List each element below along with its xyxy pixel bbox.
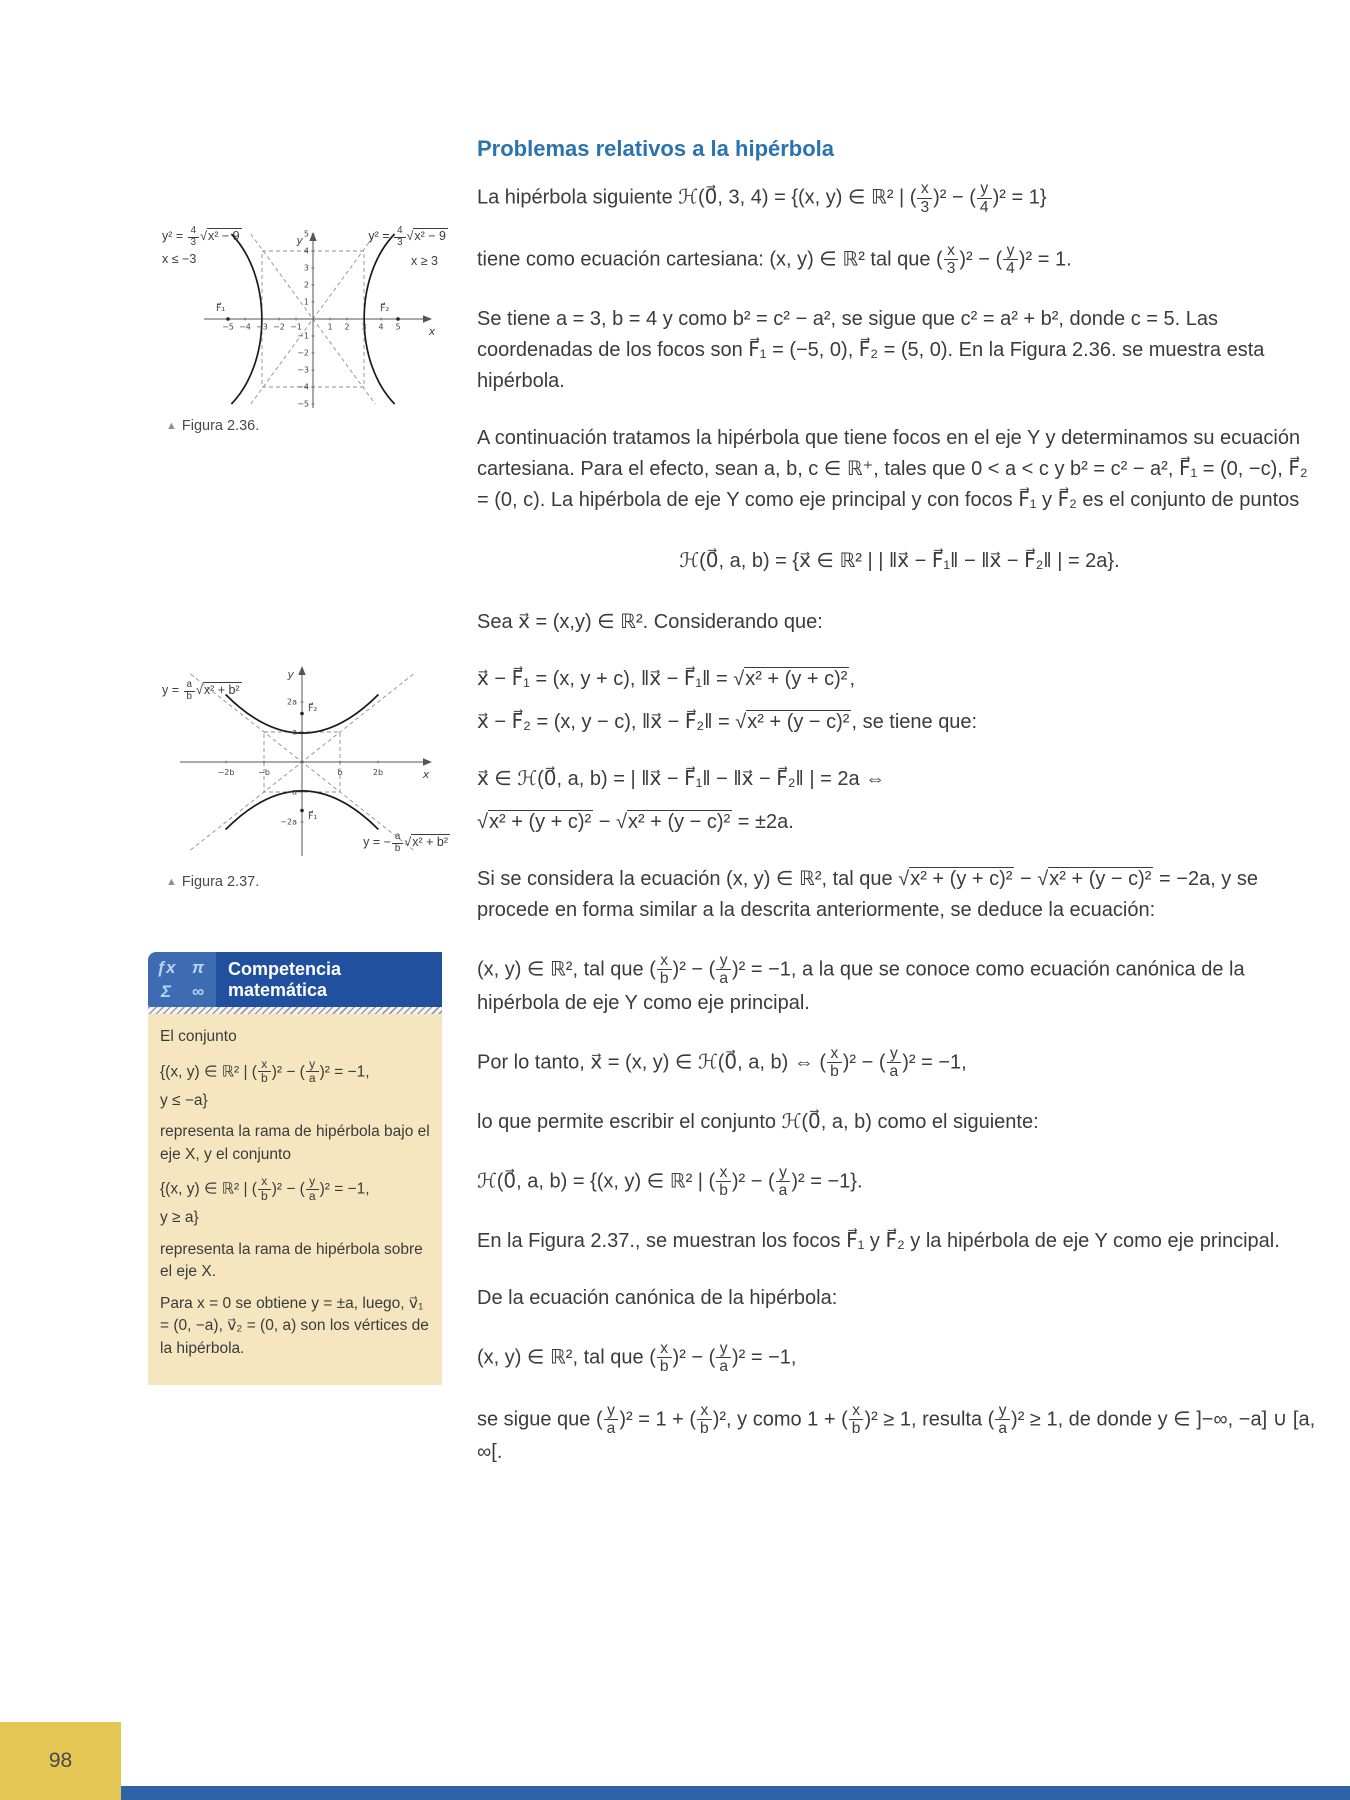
figure-2-36 [158, 224, 448, 422]
branch-equation-right: y² = $\frac{4}{3}$ √x² − 9 [368, 225, 446, 248]
paragraph-p7: (x, y) ∈ ℝ², tal que ( $\frac{x}{b}$ )² − ( $\frac{y}{a}$ )² = −1, a la que se conoce como ecuación canónica de la hipérbola de eje Y como eje principal. [477, 951, 1245, 1014]
tick-label: 4 [378, 322, 384, 332]
bottom-accent-bar [121, 1786, 1350, 1800]
focus-1-point [226, 317, 230, 321]
tick-label: −b [258, 768, 270, 777]
x-axis-label: x [428, 325, 436, 338]
figure-2-37-caption [166, 874, 259, 890]
tick-label: −2 [273, 322, 285, 332]
fx-glyph: ƒx [156, 957, 176, 977]
sigma-glyph: Σ [160, 981, 172, 1001]
tick-label: 4 [303, 246, 309, 256]
y-axis [298, 666, 305, 856]
figure-2-36-graph [158, 224, 448, 422]
competencia-title [216, 952, 442, 1007]
branch-equation-bottom: y = − $\frac{a}{b}$ √x² + b² [363, 831, 448, 854]
main-column [477, 132, 1322, 1494]
caption-text: Figura 2.37. [181, 874, 260, 890]
competencia-header [148, 952, 442, 1007]
section-title: Problemas relativos a la hipérbola [477, 136, 835, 161]
tick-label: −3 [297, 365, 309, 375]
paragraph-p9: lo que permite escribir el conjunto ℋ(0⃗, a, b) como el siguiente: [477, 1110, 1039, 1133]
y-axis-label: y [287, 668, 294, 681]
formula-line-f3: x⃗ ∈ ℋ(0⃗, a, b) = | ‖x⃗ − F⃗₁‖ − ‖x⃗ − F⃗₂‖ | = 2a ⇔ [477, 767, 886, 790]
tick-label: 3 [303, 263, 309, 273]
tick-label: −5 [297, 399, 309, 409]
tick-label: −5 [222, 322, 234, 332]
caption-text: Figura 2.36. [181, 418, 260, 434]
x-tick-labels [222, 323, 400, 332]
paragraph-p11: De la ecuación canónica de la hipérbola: [477, 1286, 838, 1309]
paragraph-p6: Si se considera la ecuación (x, y) ∈ ℝ², tal que √x² + (y + c)² − √x² + (y − c)² = −2a, y se procede en forma similar a la descrita anteriormente, se deduce la ecuación: [477, 867, 1258, 921]
focus-1-label: F⃗₁ [308, 811, 318, 822]
tick-label: 5 [303, 229, 309, 239]
hatch-strip [148, 1007, 442, 1014]
paragraph-p12: (x, y) ∈ ℝ², tal que ( $\frac{x}{b}$ )² − ( $\frac{y}{a}$ )² = −1, [477, 1339, 797, 1376]
paragraph-p5: Sea x⃗ = (x,y) ∈ ℝ². Considerando que: [477, 610, 823, 633]
tick-label: 2b [372, 768, 384, 777]
tick-label: −1 [297, 331, 309, 341]
branch-equation-left: y² = $\frac{4}{3}$ √x² − 9 [162, 225, 240, 248]
x-axis-label: x [422, 768, 430, 781]
x-tick-labels [218, 768, 384, 777]
paragraph-p8: Por lo tanto, x⃗ = (x, y) ∈ ℋ(0⃗, a, b) ⇔ ( $\frac{x}{b}$ )² − ( $\frac{y}{a}$ )² = −1, [477, 1044, 967, 1081]
tick-label: 1 [303, 297, 309, 307]
triangle-icon: ▲ [166, 420, 177, 432]
paragraph-p3: Se tiene a = 3, b = 4 y como b² = c² − a², se sigue que c² = a² + b², donde c = 5. Las coordenadas de los focos son F⃗₁ = (−5, 0), F⃗₂ = (5, 0). En la Figura 2.36. se muestra esta hipérbola. [477, 307, 1265, 392]
focus-1-point [300, 809, 304, 813]
tick-label: 3 [361, 322, 367, 332]
paragraph-p10: En la Figura 2.37., se muestran los focos F⃗₁ y F⃗₂ y la hipérbola de eje Y como eje principal. [477, 1229, 1280, 1252]
competencia-paragraph: representa la rama de hipérbola sobre el eje X. [160, 1240, 423, 1281]
y-axis-label: y [296, 234, 303, 247]
pi-glyph: π [191, 957, 205, 977]
focus-2-point [300, 712, 304, 716]
page-number: 98 [48, 1749, 73, 1772]
set-definition-line: y ≤ −a} [160, 1091, 208, 1109]
tick-label: 2 [303, 280, 309, 290]
tick-label: a [292, 727, 297, 737]
tick-label: −4 [297, 382, 309, 392]
formula-line-f2: x⃗ − F⃗₂ = (x, y − c), ‖x⃗ − F⃗₂‖ = √x² + (y − c)² , se tiene que: [477, 710, 978, 733]
competencia-title-line1: Competencia [228, 959, 342, 979]
set-definition-line: {(x, y) ∈ ℝ² | ( $\frac{x}{b}$ )² − ( $\frac{y}{a}$ )² = −1, [160, 1174, 370, 1203]
paragraph-p13: se sigue que ( $\frac{y}{a}$ )² = 1 + ( $\frac{x}{b}$ )², y como 1 + ( $\frac{x}{b}$ )² ≥ 1, resulta ( $\frac{y}{a}$ )² ≥ 1, de donde y ∈ ]−∞, −a] ∪ [a, ∞[. [477, 1401, 1316, 1464]
focus-2-label: F⃗₂ [380, 303, 390, 314]
branch-condition-right: x ≥ 3 [410, 254, 438, 268]
tick-label: −2b [217, 768, 235, 777]
tick-label: −2 [297, 348, 309, 358]
paragraph-p2: tiene como ecuación cartesiana: (x, y) ∈ ℝ² tal que ( $\frac{x}{3}$ )² − ( $\frac{y}{4}$ )² = 1. [477, 242, 1072, 278]
competencia-paragraph: Para x = 0 se obtiene y = ±a, luego, v⃗₁ = (0, −a), v⃗₂ = (0, a) son los vértices de la hipérbola. [160, 1294, 429, 1357]
figure-2-36-caption [166, 418, 259, 434]
set-definition-line: {(x, y) ∈ ℝ² | ( $\frac{x}{b}$ )² − ( $\frac{y}{a}$ )² = −1, [160, 1056, 370, 1086]
tick-label: 1 [327, 322, 333, 332]
branch-condition-left: x ≤ −3 [162, 252, 197, 266]
competencia-paragraph: representa la rama de hipérbola bajo el eje X, y el conjunto [160, 1123, 430, 1163]
tick-label: −2a [280, 817, 297, 827]
competencia-body [148, 1014, 442, 1385]
tick-label: −3 [256, 322, 268, 332]
triangle-icon: ▲ [166, 876, 177, 888]
formula-line-f4: √x² + (y + c)² − √x² + (y − c)² = ±2a. [477, 810, 794, 833]
tick-label: 2 [344, 322, 350, 332]
set-definition-line: y ≥ a} [160, 1209, 199, 1227]
tick-label: b [337, 768, 343, 777]
y-axis [309, 232, 316, 408]
competencia-paragraph: El conjunto [160, 1028, 237, 1046]
focus-1-label: F⃗₁ [216, 303, 226, 314]
focus-2-label: F⃗₂ [308, 703, 318, 714]
page-number-band [0, 1722, 121, 1800]
paragraph-p1: La hipérbola siguiente ℋ(0⃗, 3, 4) = {(x, y) ∈ ℝ² | ( $\frac{x}{3}$ )² − ( $\frac{y}{4}$ )² = 1} [477, 180, 1047, 216]
figure-2-37 [152, 660, 452, 868]
x-axis [180, 758, 432, 765]
tick-label: 5 [395, 322, 401, 332]
tick-label: −a [285, 787, 297, 797]
formula-line-f1: x⃗ − F⃗₁ = (x, y + c), ‖x⃗ − F⃗₁‖ = √x² + (y + c)² , [477, 667, 855, 690]
focus-2-point [396, 317, 400, 321]
math-symbols-icon [148, 952, 216, 1007]
branch-equation-top: y = $\frac{a}{b}$ √x² + b² [162, 679, 240, 702]
tick-label: 2a [287, 697, 297, 707]
display-formula-d1: ℋ(0⃗, a, b) = {x⃗ ∈ ℝ² | | ‖x⃗ − F⃗₁‖ − ‖x⃗ − F⃗₂‖ | = 2a}. [679, 549, 1120, 572]
competencia-title-line2: matemática [228, 979, 328, 1000]
display-formula-d2: ℋ(0⃗, a, b) = {(x, y) ∈ ℝ² | ( $\frac{x}{b}$ )² − ( $\frac{y}{a}$ )² = −1}. [477, 1163, 863, 1200]
tick-label: −4 [239, 322, 251, 332]
tick-label: −1 [290, 322, 302, 332]
paragraph-p4: A continuación tratamos la hipérbola que tiene focos en el eje Y y determinamos su ecuación cartesiana. Para el efecto, sean a, b, c ∈ ℝ⁺, tales que 0 < a < c y b² = c² − a², F⃗₁ = (0, −c), F⃗₂ = (0, c). La hipérbola de eje Y como eje principal y con focos F⃗₁ y F⃗₂ es el conjunto de puntos [477, 426, 1308, 511]
infinity-glyph: ∞ [191, 981, 205, 1001]
competencia-box [148, 952, 442, 1385]
